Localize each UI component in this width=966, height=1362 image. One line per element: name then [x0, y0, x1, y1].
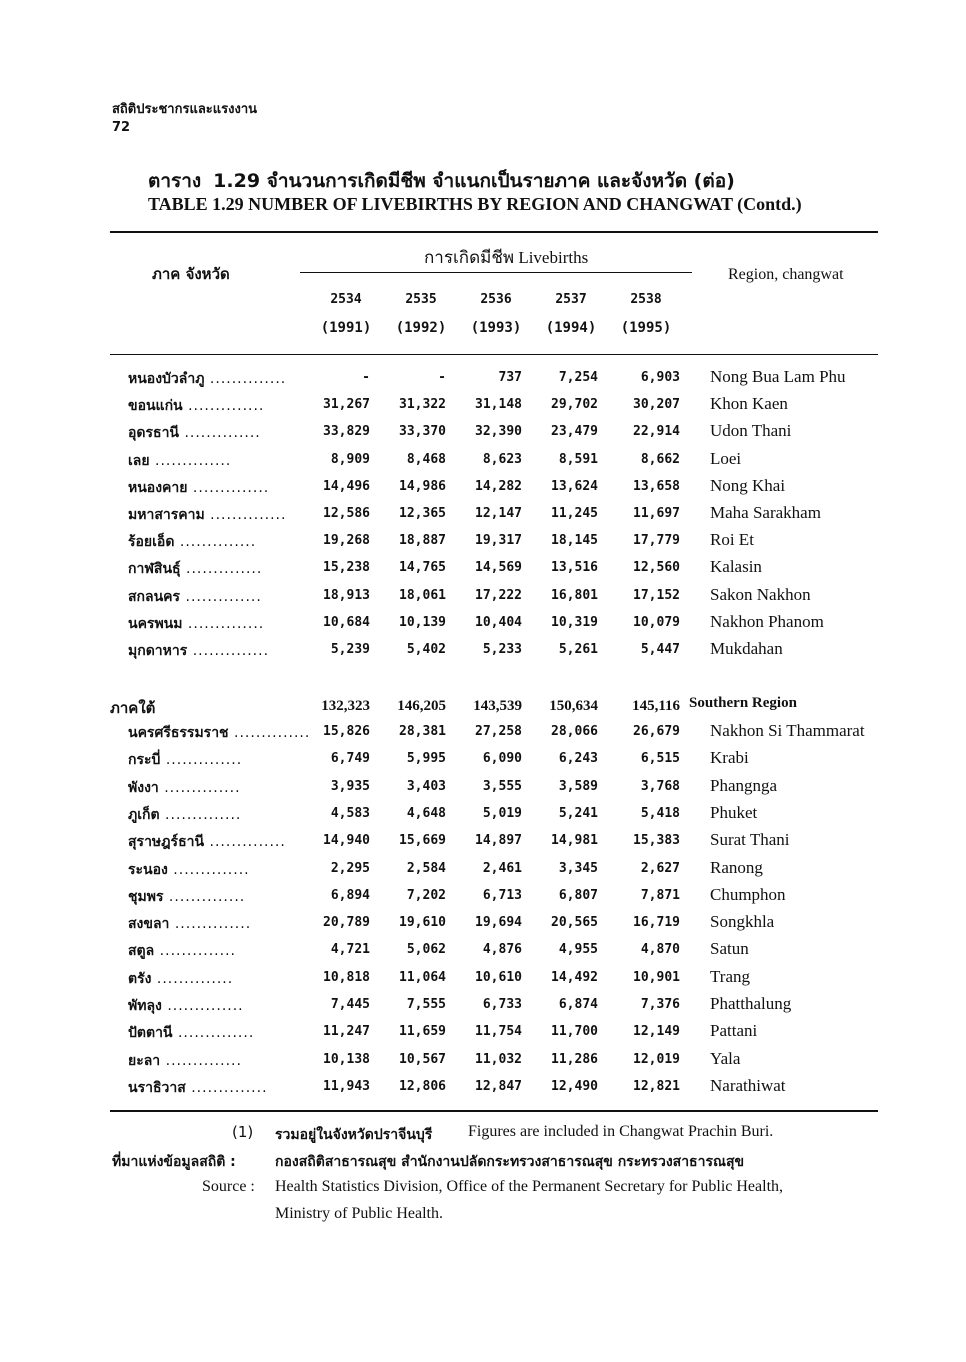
livebirths-value: 15,238 [323, 560, 370, 576]
province-name-thai [128, 368, 286, 390]
leader-dots: .............. [204, 507, 287, 523]
livebirths-value: 5,233 [482, 642, 522, 657]
livebirths-value: 11,659 [399, 1024, 446, 1040]
province-name-english: Khon Kaen [710, 394, 788, 414]
province-name-english: Udon Thani [710, 421, 792, 441]
livebirths-value: 11,032 [475, 1051, 522, 1067]
livebirths-value: 28,066 [551, 724, 598, 739]
province-name-thai [128, 749, 242, 771]
livebirths-value: 7,445 [330, 997, 370, 1012]
province-name-english: Yala [710, 1048, 741, 1068]
livebirths-value: 5,062 [406, 942, 446, 958]
province-name-thai [128, 1022, 254, 1044]
province-name-english: Surat Thani [710, 830, 790, 850]
livebirths-value: 4,648 [406, 805, 446, 821]
leader-dots: .............. [187, 643, 270, 659]
livebirths-value: 7,376 [640, 997, 680, 1012]
province-row [0, 636, 966, 663]
province-name-thai [128, 1077, 268, 1099]
livebirths-value: 11,245 [551, 506, 598, 521]
leader-dots: .............. [149, 452, 232, 469]
province-name-thai [128, 613, 264, 635]
livebirths-value: 10,684 [323, 614, 370, 630]
leader-dots: .............. [204, 834, 286, 851]
province-row [0, 364, 966, 391]
livebirths-value: 143,539 [473, 698, 522, 714]
province-label: ปัตตานี [128, 1025, 173, 1042]
leader-dots: .............. [169, 916, 252, 933]
livebirths-value: 7,555 [406, 997, 446, 1012]
province-name-english: Nong Bua Lam Phu [710, 367, 846, 386]
livebirths-value: 6,733 [482, 997, 522, 1012]
livebirths-value: 18,913 [323, 587, 370, 603]
livebirths-value: 11,064 [399, 969, 446, 985]
livebirths-value: 22,914 [633, 424, 680, 440]
province-row [0, 500, 966, 527]
livebirths-value: 3,555 [482, 778, 522, 794]
province-label: ร้อยเอ็ด [128, 534, 175, 551]
livebirths-value: 7,202 [406, 887, 446, 903]
livebirths-value: 8,623 [482, 451, 522, 467]
livebirths-value: 6,874 [558, 997, 598, 1012]
livebirths-value: 23,479 [551, 424, 598, 440]
livebirths-value: 15,669 [399, 833, 446, 849]
livebirths-value: 6,894 [330, 887, 370, 903]
province-row [0, 800, 966, 827]
leader-dots: .............. [160, 1052, 242, 1069]
province-name-thai [128, 968, 233, 990]
livebirths-value: 12,806 [399, 1078, 446, 1094]
province-row [0, 1018, 966, 1045]
province-row [0, 1073, 966, 1100]
leader-dots: .............. [167, 861, 250, 878]
leader-dots: .............. [163, 888, 246, 905]
livebirths-value: 11,943 [323, 1078, 370, 1094]
leader-dots: .............. [158, 779, 241, 796]
leader-dots: .............. [228, 725, 311, 741]
livebirths-value: 16,801 [551, 587, 598, 603]
livebirths-value: 16,719 [633, 915, 680, 931]
livebirths-value: 8,909 [330, 451, 370, 467]
province-row [0, 473, 966, 500]
province-name-english: Ranong [710, 857, 763, 877]
province-name-english: Phangnga [710, 775, 778, 795]
livebirths-value: 12,821 [633, 1078, 680, 1094]
province-name-english: Pattani [710, 1021, 758, 1041]
livebirths-value: 2,627 [640, 860, 680, 876]
livebirths-value: 19,268 [323, 533, 370, 549]
livebirths-value: 14,981 [551, 833, 598, 849]
livebirths-value: 14,765 [399, 560, 446, 576]
region-name-thai [110, 696, 155, 720]
livebirths-value: 30,207 [633, 397, 680, 413]
province-name-english: Phuket [710, 802, 758, 822]
column-header-region-english: Region, changwat [728, 266, 844, 283]
livebirths-value: 4,876 [482, 942, 522, 958]
year-ce: (1992) [395, 320, 447, 336]
footnote-marker: (1) [232, 1123, 254, 1141]
province-label: ยะลา [128, 1052, 161, 1069]
province-name-thai [128, 913, 251, 935]
header-bottom-rule [110, 354, 878, 355]
livebirths-value: 6,807 [558, 887, 598, 903]
livebirths-value: 12,019 [633, 1051, 680, 1067]
column-header-region-thai: ภาค จังหวัด [152, 265, 230, 283]
livebirths-value: 7,871 [640, 887, 680, 903]
province-name-english: Narathiwat [710, 1075, 786, 1095]
province-row [0, 936, 966, 963]
province-name-english: Maha Sarakham [710, 503, 821, 522]
province-name-thai [128, 477, 269, 499]
livebirths-value: 29,702 [551, 397, 598, 413]
livebirths-value: 14,282 [475, 478, 522, 494]
livebirths-value: 3,345 [558, 860, 598, 876]
province-label: มหาสารคาม [128, 507, 205, 523]
table-title-thai [148, 166, 735, 196]
livebirths-value: 5,019 [482, 805, 522, 821]
footnote-thai: รวมอยู่ในจังหวัดปราจีนบุรี [275, 1127, 433, 1143]
province-label: นราธิวาส [128, 1079, 186, 1096]
year-be: 2535 [405, 292, 437, 307]
province-name-thai [128, 859, 250, 881]
livebirths-value: 12,149 [633, 1024, 680, 1040]
livebirths-value: 3,589 [558, 778, 598, 794]
livebirths-value: 10,138 [323, 1051, 370, 1067]
title-prefix: ตาราง [148, 170, 202, 192]
province-name-thai [128, 640, 269, 662]
livebirths-value: 12,490 [551, 1078, 598, 1094]
livebirths-value: 12,147 [475, 506, 522, 521]
province-row [0, 718, 966, 745]
table-bottom-rule [110, 1110, 878, 1112]
livebirths-value: 6,090 [482, 751, 522, 767]
livebirths-value: 19,694 [475, 915, 522, 931]
province-row [0, 418, 966, 445]
province-row [0, 609, 966, 636]
leader-dots: .............. [182, 398, 265, 415]
source-label-english: Source : [202, 1178, 255, 1195]
leader-dots: .............. [160, 752, 243, 769]
livebirths-value: 5,447 [640, 642, 680, 657]
livebirths-value: 18,145 [551, 533, 598, 549]
livebirths-value: 132,323 [321, 698, 370, 714]
livebirths-value: - [362, 370, 370, 385]
province-name-english: Roi Et [710, 530, 754, 550]
livebirths-value: 10,319 [551, 614, 598, 630]
province-name-thai [128, 1050, 242, 1072]
livebirths-value: 13,624 [551, 478, 598, 494]
province-row [0, 827, 966, 854]
livebirths-value: 11,247 [323, 1024, 370, 1040]
province-label: หนองคาย [128, 479, 188, 496]
province-label: ระนอง [128, 861, 168, 878]
livebirths-value: 14,986 [399, 478, 446, 494]
livebirths-value: 11,286 [551, 1051, 598, 1067]
livebirths-value: 737 [498, 370, 522, 385]
livebirths-value: 33,829 [323, 424, 370, 440]
title-thai-text: จำนวนการเกิดมีชีพ จำแนกเป็นรายภาค และจังหวัด (ต่อ) [266, 170, 735, 192]
province-row [0, 391, 966, 418]
region-name-english: Southern Region [689, 695, 797, 711]
livebirths-value: 17,779 [633, 533, 680, 549]
province-name-thai [128, 422, 261, 444]
title-number: 1.29 [213, 170, 261, 192]
province-name-english: Phatthalung [710, 994, 792, 1013]
province-row [0, 855, 966, 882]
livebirths-value: 31,322 [399, 397, 446, 413]
region-row [0, 692, 966, 719]
province-label: สุราษฎร์ธานี [128, 834, 205, 851]
livebirths-value: 20,565 [551, 915, 598, 931]
livebirths-value: 5,261 [558, 642, 598, 657]
province-name-thai [128, 886, 245, 908]
year-ce: (1991) [320, 320, 372, 336]
leader-dots: .............. [179, 425, 261, 442]
livebirths-value: 5,241 [558, 805, 598, 821]
province-row [0, 964, 966, 991]
province-label: หนองบัวลำภู [128, 371, 205, 387]
source-thai: กองสถิติสาธารณสุข สำนักงานปลัดกระทรวงสาธารณสุข กระทรวงสาธารณสุข [275, 1154, 745, 1170]
leader-dots: .............. [185, 1079, 268, 1096]
province-label: นครศรีธรรมราช [128, 725, 229, 741]
livebirths-value: 2,584 [406, 860, 446, 876]
province-name-english: Chumphon [710, 884, 786, 904]
livebirths-value: 4,721 [330, 942, 370, 958]
livebirths-value: 17,152 [633, 587, 680, 603]
province-name-english: Nakhon Si Thammarat [710, 721, 865, 740]
livebirths-value: 14,569 [475, 560, 522, 576]
livebirths-value: 11,697 [633, 506, 680, 521]
livebirths-value: 10,079 [633, 614, 680, 630]
province-row [0, 446, 966, 473]
leader-dots: .............. [154, 943, 236, 960]
table-top-rule [110, 231, 878, 233]
year-be: 2534 [330, 292, 362, 307]
province-label: นครพนม [128, 615, 183, 632]
livebirths-value: 146,205 [397, 698, 446, 714]
year-ce: (1993) [470, 320, 522, 336]
province-label: กระบี่ [128, 752, 161, 769]
province-name-english: Krabi [710, 748, 749, 768]
livebirths-value: 2,461 [482, 860, 522, 876]
province-name-thai [128, 995, 244, 1017]
livebirths-value: 6,713 [482, 887, 522, 903]
footnote-english: Figures are included in Changwat Prachin Buri. [468, 1123, 774, 1140]
livebirths-value: 10,818 [323, 969, 370, 985]
province-label: สงขลา [128, 916, 170, 933]
livebirths-value: 19,317 [475, 533, 522, 549]
province-label: อุดรธานี [128, 425, 179, 442]
province-label: พังงา [128, 779, 159, 796]
province-row [0, 745, 966, 772]
province-name-thai [128, 777, 241, 799]
livebirths-value: 12,586 [323, 506, 370, 521]
province-name-english: Nakhon Phanom [710, 611, 824, 631]
province-label: ภาคใต้ [110, 699, 156, 717]
province-label: ชุมพร [128, 888, 164, 905]
province-name-thai [128, 531, 256, 553]
leader-dots: .............. [180, 561, 263, 578]
province-label: กาฬสินธุ์ [128, 561, 181, 578]
province-name-english: Trang [710, 966, 750, 986]
province-name-thai [128, 395, 264, 417]
year-ce: (1995) [620, 320, 672, 336]
livebirths-value: 8,591 [558, 451, 598, 467]
source-label-thai: ที่มาแห่งข้อมูลสถิติ : [112, 1154, 236, 1170]
column-group-rule [300, 272, 692, 273]
province-row [0, 582, 966, 609]
province-row [0, 991, 966, 1018]
livebirths-value: 5,995 [406, 751, 446, 767]
livebirths-value: 10,139 [399, 614, 446, 630]
table-title-english: TABLE 1.29 NUMBER OF LIVEBIRTHS BY REGION AND CHANGWAT (Contd.) [148, 194, 802, 214]
province-name-english: Sakon Nakhon [710, 584, 811, 604]
livebirths-value: 14,897 [475, 833, 522, 849]
livebirths-value: 33,370 [399, 424, 446, 440]
page-number: 72 [112, 120, 131, 135]
livebirths-value: 19,610 [399, 915, 446, 931]
leader-dots: .............. [172, 1025, 255, 1042]
livebirths-value: 15,826 [323, 724, 370, 739]
livebirths-value: 3,768 [640, 778, 680, 794]
livebirths-value: 145,116 [632, 698, 680, 714]
livebirths-value: 20,789 [323, 915, 370, 931]
year-be: 2537 [555, 292, 587, 307]
province-name-thai [128, 558, 262, 580]
livebirths-value: 15,383 [633, 833, 680, 849]
livebirths-value: 6,515 [640, 751, 680, 767]
running-header: สถิติประชากรและแรงงาน [112, 102, 258, 117]
livebirths-value: 4,583 [330, 805, 370, 821]
livebirths-value: 12,560 [633, 560, 680, 576]
province-name-thai [128, 450, 231, 472]
livebirths-value: 6,749 [330, 751, 370, 767]
livebirths-value: 28,381 [399, 724, 446, 739]
province-name-thai [128, 831, 286, 853]
province-row [0, 882, 966, 909]
province-row [0, 773, 966, 800]
source-english-line1: Health Statistics Division, Office of the Permanent Secretary for Public Health, [275, 1178, 784, 1195]
livebirths-value: 26,679 [633, 724, 680, 739]
province-name-thai [128, 504, 286, 526]
province-name-english: Songkhla [710, 912, 775, 932]
livebirths-value: 8,662 [640, 451, 680, 467]
livebirths-value: 7,254 [558, 370, 598, 385]
livebirths-value: 3,935 [330, 778, 370, 794]
leader-dots: .............. [204, 371, 287, 387]
year-be: 2538 [630, 292, 662, 307]
province-name-english: Loei [710, 448, 742, 468]
livebirths-value: 27,258 [475, 724, 522, 739]
leader-dots: .............. [151, 970, 234, 987]
leader-dots: .............. [180, 588, 262, 605]
province-row [0, 909, 966, 936]
province-label: ภูเก็ต [128, 806, 160, 823]
livebirths-value: 31,148 [475, 397, 522, 413]
province-label: พัทลุง [128, 998, 162, 1014]
source-english-line2: Ministry of Public Health. [275, 1205, 443, 1222]
province-label: ตรัง [128, 970, 152, 987]
province-name-english: Nong Khai [710, 475, 786, 495]
livebirths-value: 6,903 [640, 370, 680, 385]
year-be: 2536 [480, 292, 512, 307]
province-name-thai [128, 722, 310, 744]
province-row [0, 527, 966, 554]
province-name-thai [128, 804, 241, 826]
province-label: สกลนคร [128, 588, 181, 605]
livebirths-value: 8,468 [406, 451, 446, 467]
province-name-thai [128, 586, 262, 608]
livebirths-value: 150,634 [549, 698, 598, 714]
livebirths-value: 17,222 [475, 587, 522, 603]
livebirths-value: 6,243 [558, 751, 598, 767]
livebirths-value: 10,404 [475, 614, 522, 630]
province-row [0, 1046, 966, 1073]
livebirths-value: 4,955 [558, 942, 598, 958]
livebirths-value: 32,390 [475, 424, 522, 440]
province-label: เลย [128, 452, 150, 469]
column-group-header: การเกิดมีชีพ Livebirths [424, 248, 589, 267]
livebirths-value: 5,239 [330, 642, 370, 657]
livebirths-value: - [438, 370, 446, 385]
livebirths-value: 14,496 [323, 478, 370, 494]
livebirths-value: 31,267 [323, 397, 370, 413]
livebirths-value: 10,901 [633, 969, 680, 985]
province-name-english: Kalasin [710, 557, 762, 577]
leader-dots: .............. [187, 479, 270, 496]
livebirths-value: 11,700 [551, 1024, 598, 1040]
leader-dots: .............. [182, 615, 265, 632]
livebirths-value: 12,365 [399, 506, 446, 521]
livebirths-value: 5,402 [406, 642, 446, 657]
province-name-english: Mukdahan [710, 639, 783, 658]
livebirths-value: 18,061 [399, 587, 446, 603]
province-label: สตูล [128, 943, 155, 960]
province-name-english: Satun [710, 939, 749, 959]
year-ce: (1994) [545, 320, 597, 336]
province-label: ขอนแก่น [128, 398, 183, 415]
livebirths-value: 12,847 [475, 1078, 522, 1094]
leader-dots: .............. [159, 806, 242, 823]
livebirths-value: 13,658 [633, 478, 680, 494]
province-name-thai [128, 940, 236, 962]
leader-dots: .............. [161, 998, 244, 1014]
livebirths-value: 13,516 [551, 560, 598, 576]
livebirths-value: 4,870 [640, 942, 680, 958]
livebirths-value: 14,492 [551, 969, 598, 985]
province-label: มุกดาหาร [128, 643, 188, 659]
livebirths-value: 5,418 [640, 805, 680, 821]
livebirths-value: 2,295 [330, 860, 370, 876]
livebirths-value: 3,403 [406, 778, 446, 794]
livebirths-value: 11,754 [475, 1024, 522, 1040]
livebirths-value: 18,887 [399, 533, 446, 549]
livebirths-value: 10,610 [475, 969, 522, 985]
leader-dots: .............. [174, 534, 257, 551]
livebirths-value: 10,567 [399, 1051, 446, 1067]
province-row [0, 554, 966, 581]
livebirths-value: 14,940 [323, 833, 370, 849]
